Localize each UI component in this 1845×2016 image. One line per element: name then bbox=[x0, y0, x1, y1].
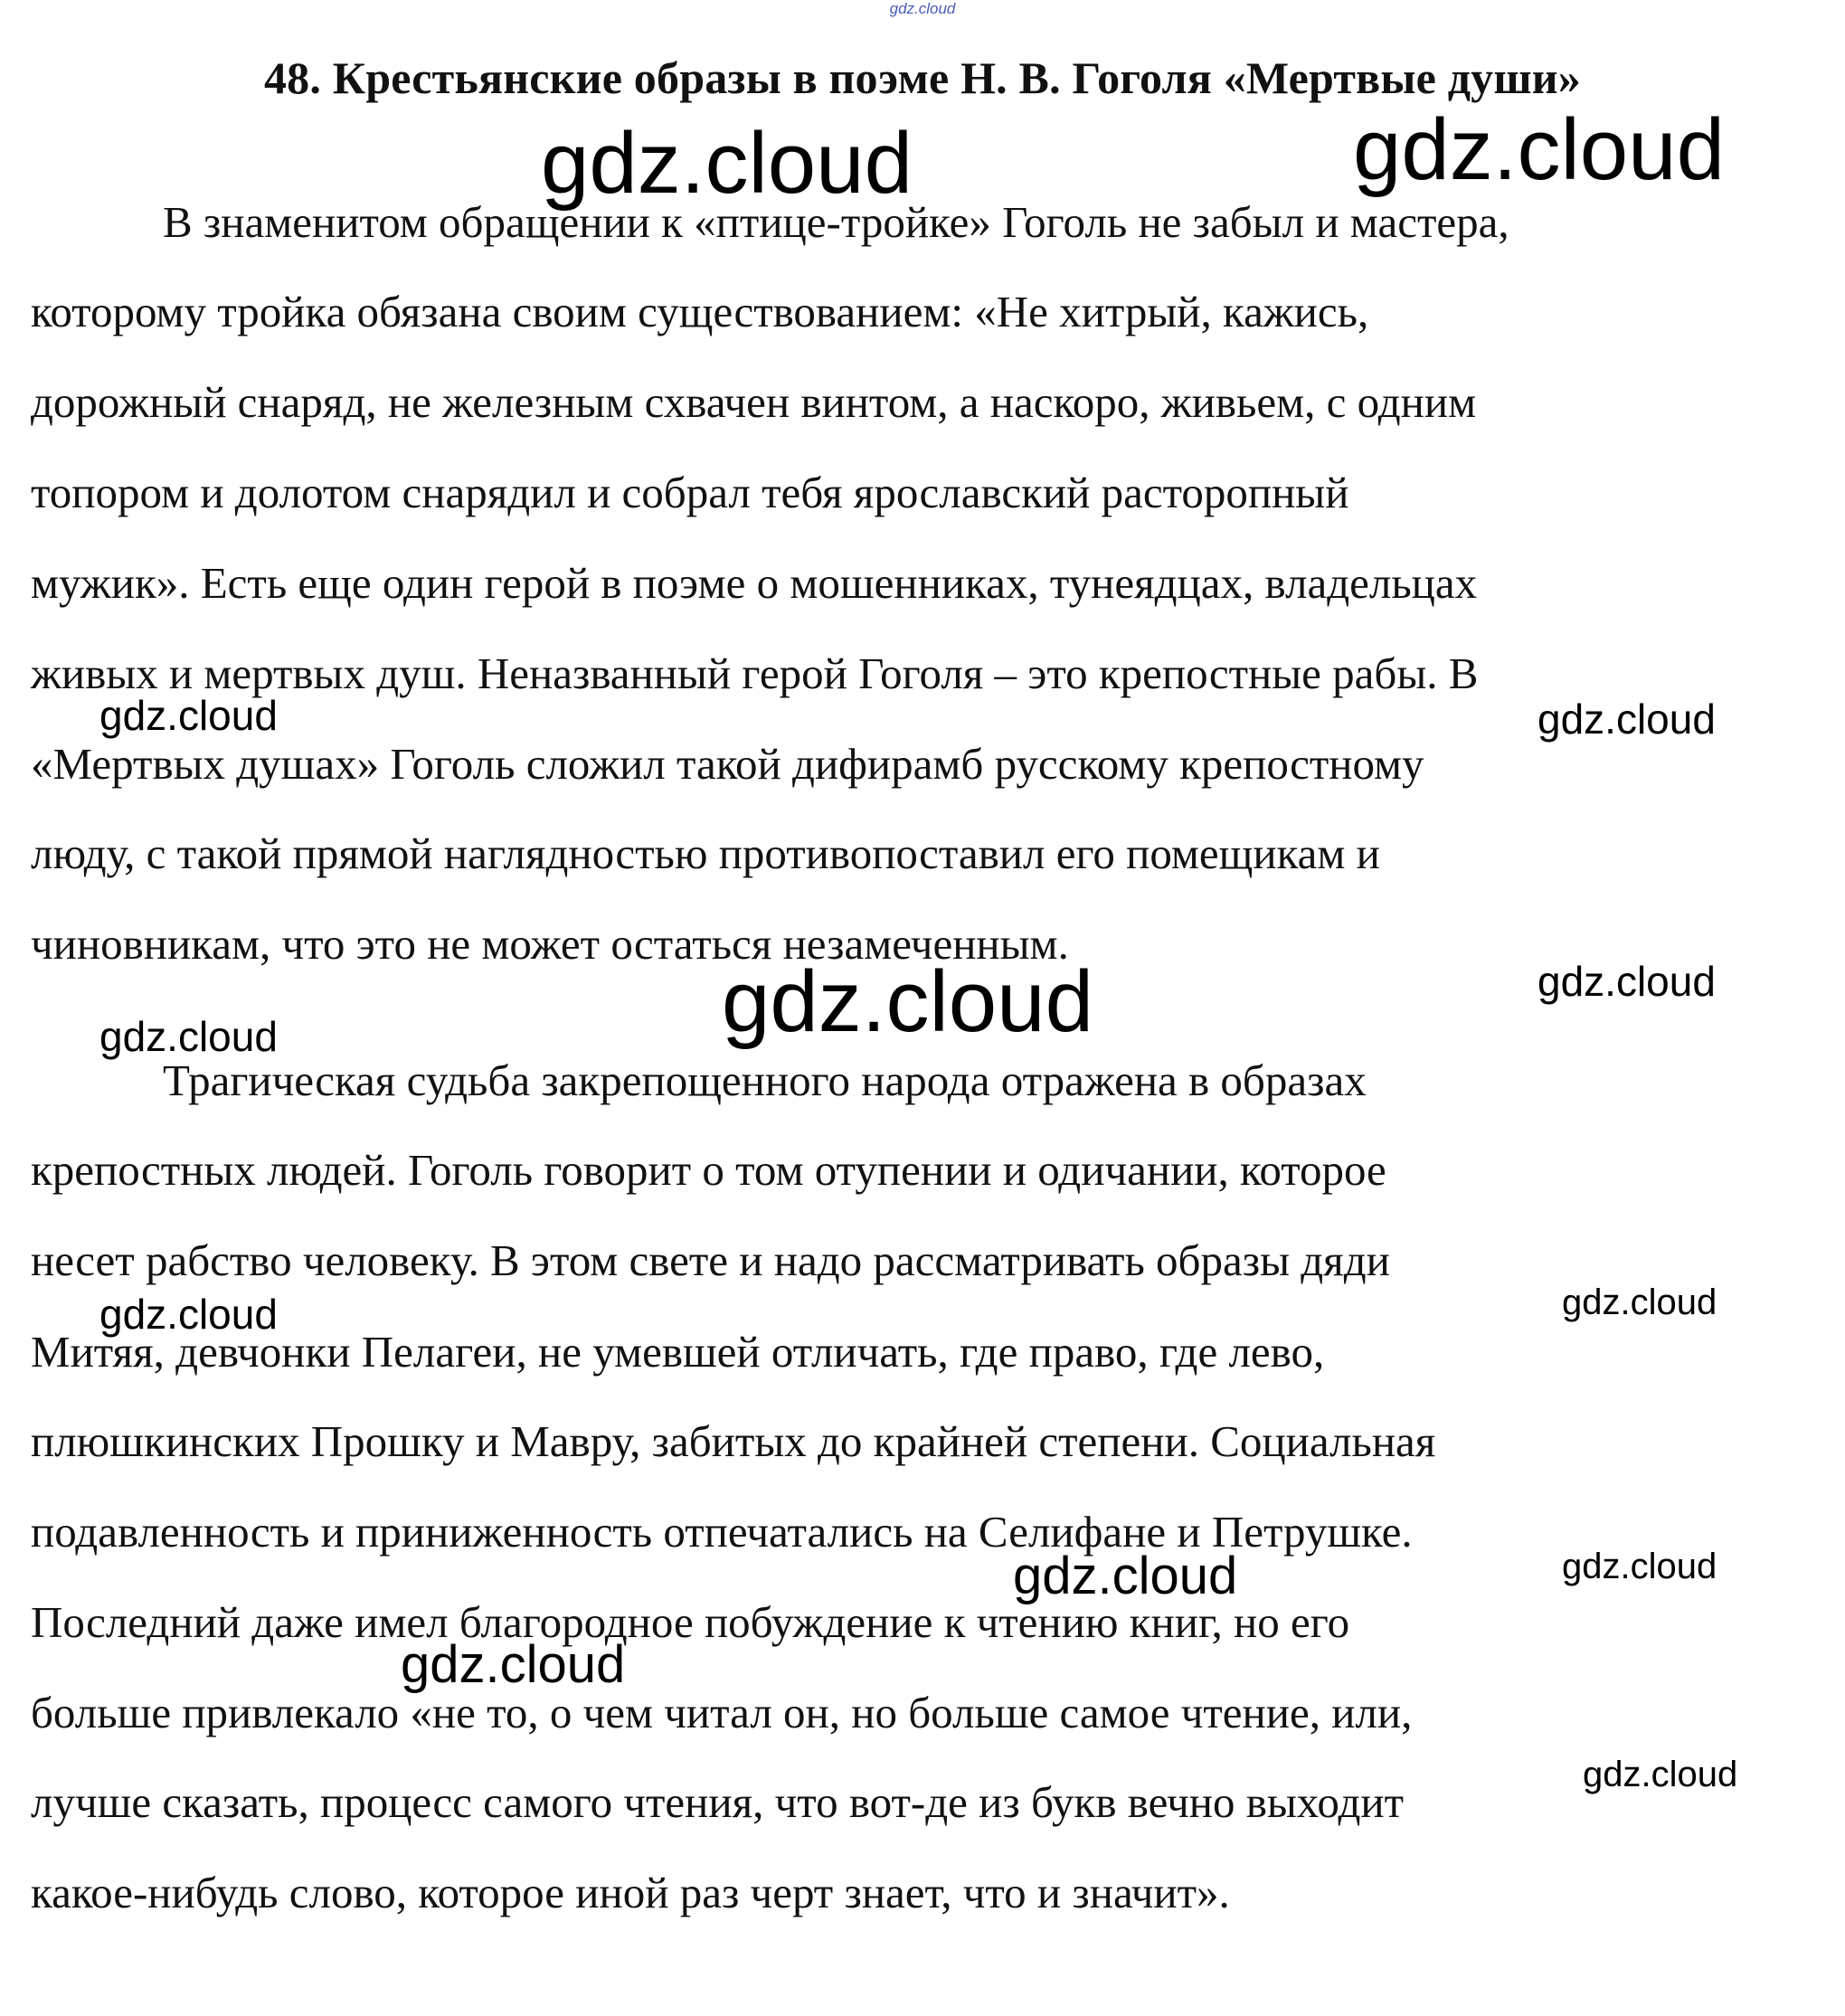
top-watermark: gdz.cloud bbox=[889, 0, 956, 17]
paragraph1-line: В знаменитом обращении к «птице-тройке» Гоголь не забыл и мастера, bbox=[163, 197, 1509, 247]
paragraph1-line: мужик». Есть еще один герой в поэме о мошенниках, тунеядцах, владельцах bbox=[31, 558, 1478, 608]
paragraph2-line: какое-нибудь слово, которое иной раз черт знает, что и значит». bbox=[31, 1868, 1230, 1917]
paragraph1-line: люду, с такой прямой наглядностью противопоставил его помещикам и bbox=[31, 828, 1380, 878]
paragraph1-line: топором и долотом снарядил и собрал тебя ярославский расторопный bbox=[31, 468, 1349, 517]
paragraph2-line: Трагическая судьба закрепощенного народа отражена в образах bbox=[163, 1055, 1367, 1105]
watermark: gdz.cloud bbox=[1538, 696, 1716, 743]
watermark: gdz.cloud bbox=[1562, 1547, 1717, 1586]
paragraph2-line: больше привлекало «не то, о чем читал он, но больше самое чтение, или, bbox=[31, 1688, 1413, 1737]
watermark: gdz.cloud bbox=[1538, 958, 1716, 1005]
paragraph2-line: Последний даже имел благородное побуждение к чтению книг, но его bbox=[31, 1597, 1350, 1647]
paragraph1-line: чиновникам, что это не может остаться незамеченным. bbox=[31, 919, 1069, 969]
watermark: gdz.cloud bbox=[1013, 1547, 1238, 1605]
watermark: gdz.cloud bbox=[1562, 1282, 1717, 1322]
page-title: 48. Крестьянские образы в поэме Н. В. Гоголя «Мертвые души» bbox=[263, 52, 1582, 103]
paragraph2-line: подавленность и приниженность отпечатались на Селифане и Петрушке. bbox=[31, 1507, 1413, 1557]
paragraph2-line: крепостных людей. Гоголь говорит о том отупении и одичании, которое bbox=[31, 1145, 1386, 1195]
paragraph1-line: «Мертвых душах» Гоголь сложил такой дифирамб русскому крепостному bbox=[31, 739, 1424, 789]
watermark: gdz.cloud bbox=[722, 953, 1093, 1050]
watermark: gdz.cloud bbox=[99, 1291, 278, 1338]
watermark: gdz.cloud bbox=[99, 1013, 278, 1060]
paragraph1-line: дорожный снаряд, не железным схвачен винтом, а наскоро, живьем, с одним bbox=[31, 377, 1477, 427]
paragraph1-line: живых и мертвых душ. Неназванный герой Гоголя – это крепостные рабы. В bbox=[31, 648, 1479, 698]
watermark: gdz.cloud bbox=[99, 692, 278, 739]
paragraph2-line: лучше сказать, процесс самого чтения, что вот-де из букв вечно выходит bbox=[31, 1777, 1405, 1827]
watermark: gdz.cloud bbox=[1353, 101, 1725, 198]
watermark: gdz.cloud bbox=[541, 115, 913, 212]
paragraph1-line: которому тройка обязана своим существованием: «Не хитрый, кажись, bbox=[31, 287, 1369, 336]
watermark: gdz.cloud bbox=[1583, 1755, 1738, 1794]
paragraph2-line: плюшкинских Прошку и Мавру, забитых до крайней степени. Социальная bbox=[31, 1416, 1436, 1466]
watermark: gdz.cloud bbox=[401, 1635, 626, 1694]
paragraph2-line: Митяя, девчонки Пелагеи, не умевшей отличать, где право, где лево, bbox=[31, 1327, 1325, 1377]
paragraph2-line: несет рабство человеку. В этом свете и надо рассматривать образы дяди bbox=[31, 1235, 1390, 1285]
